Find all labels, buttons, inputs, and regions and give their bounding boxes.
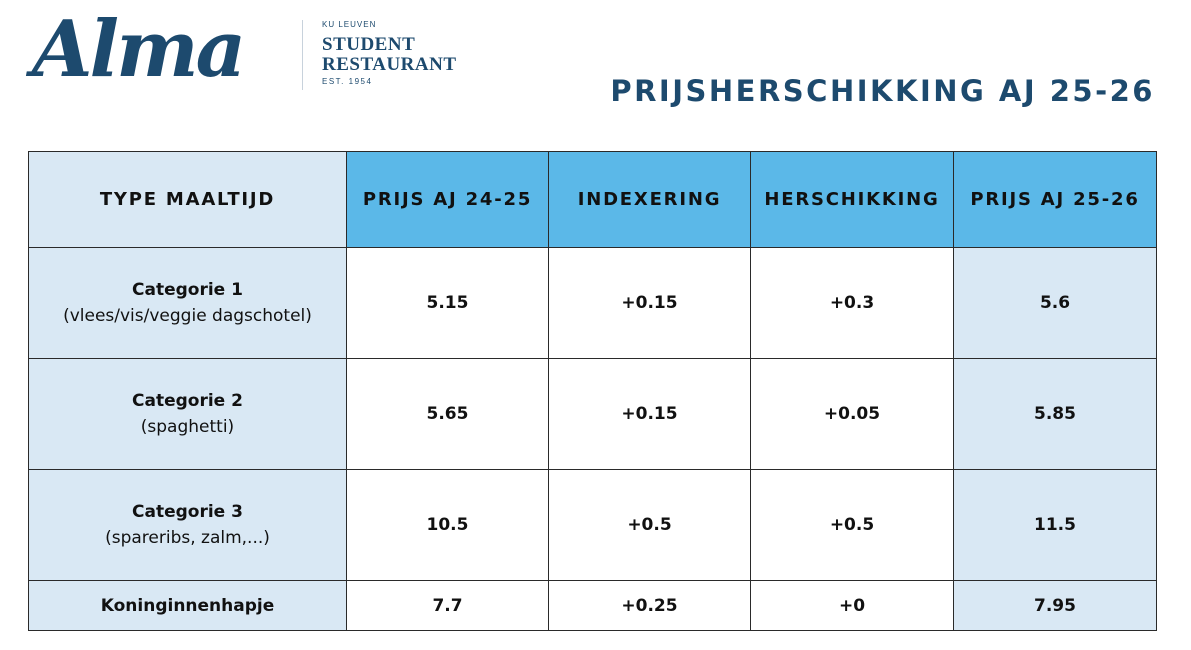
price-table: [28, 151, 1157, 631]
table-row: [29, 470, 1157, 581]
category-description: (spaghetti): [140, 417, 235, 438]
header-prijs-24-25: PRIJS AJ 24-25: [347, 152, 549, 248]
header-type-maaltijd: TYPE MAALTIJD: [29, 152, 347, 248]
price-old-cell: 5.15: [347, 248, 549, 359]
price-old-cell: 10.5: [347, 470, 549, 581]
category-name: Categorie 3: [132, 502, 243, 523]
price-old-cell: 5.65: [347, 359, 549, 470]
header-prijs-25-26: PRIJS AJ 25-26: [954, 152, 1157, 248]
header-herschikking: HERSCHIKKING: [751, 152, 954, 248]
reshuffle-cell: +0.3: [751, 248, 954, 359]
table-row: [29, 359, 1157, 470]
type-cell: [29, 581, 347, 631]
page-title: PRIJSHERSCHIKKING AJ 25-26: [610, 74, 1155, 108]
index-cell: +0.5: [549, 470, 751, 581]
index-cell: +0.25: [549, 581, 751, 631]
table-header-row: [29, 152, 1157, 248]
logo-script: Alma: [32, 4, 244, 95]
logo-divider: [302, 20, 303, 90]
table-row: [29, 581, 1157, 631]
reshuffle-cell: +0.5: [751, 470, 954, 581]
price-new-cell: 7.95: [954, 581, 1157, 631]
category-description: (vlees/vis/veggie dagschotel): [63, 306, 312, 327]
index-cell: +0.15: [549, 359, 751, 470]
price-old-cell: 7.7: [347, 581, 549, 631]
price-new-cell: 11.5: [954, 470, 1157, 581]
logo-text-block: [322, 20, 457, 86]
type-cell: [29, 359, 347, 470]
price-new-cell: 5.85: [954, 359, 1157, 470]
logo-established: EST. 1954: [322, 77, 373, 86]
category-name: Categorie 2: [132, 391, 243, 412]
type-cell: [29, 470, 347, 581]
reshuffle-cell: +0.05: [751, 359, 954, 470]
reshuffle-cell: +0: [751, 581, 954, 631]
table-row: [29, 248, 1157, 359]
type-cell: [29, 248, 347, 359]
header-indexering: INDEXERING: [549, 152, 751, 248]
logo-student: STUDENT: [322, 34, 416, 55]
category-description: (spareribs, zalm,...): [105, 528, 270, 549]
price-new-cell: 5.6: [954, 248, 1157, 359]
category-name: Categorie 1: [132, 280, 243, 301]
logo-ku-leuven: KU LEUVEN: [322, 20, 377, 29]
category-name: Koninginnenhapje: [100, 595, 275, 616]
logo-restaurant: RESTAURANT: [322, 54, 457, 75]
index-cell: +0.15: [549, 248, 751, 359]
